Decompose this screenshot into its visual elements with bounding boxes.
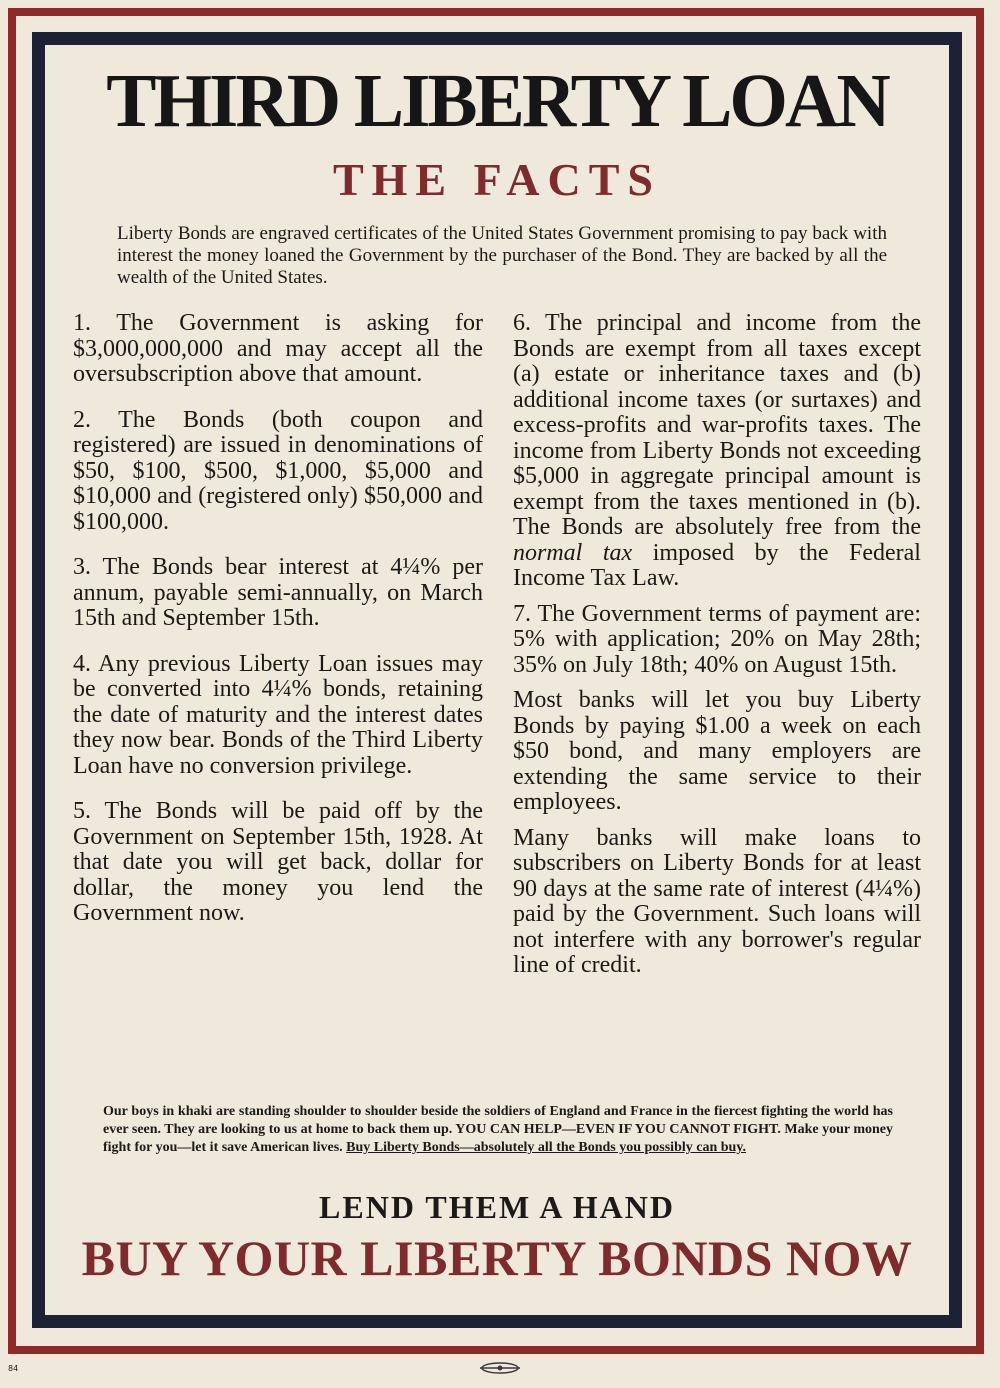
right-column bbox=[513, 311, 921, 989]
footer-paragraph bbox=[103, 1103, 893, 1157]
fact-2: 2. The Bonds (both coupon and registered) are issued in denominations of $50, $100, $500, $1,000, $5,000 and $10,000 and (registered only) $50,000 and $100,000. bbox=[73, 406, 483, 535]
banks-loans-paragraph: Many banks will make loans to subscribers on Liberty Bonds for at least 90 days at the same rate of interest (4¼%) paid by the Government. Such loans will not interfere with any borrower's regular line of credit. bbox=[513, 824, 921, 978]
buy-bonds-now-line: BUY YOUR LIBERTY BONDS NOW bbox=[81, 1230, 913, 1286]
fact-6-italic: normal tax bbox=[513, 539, 633, 566]
footer-text-1: Our boys in khaki are standing shoulder to shoulder beside the soldiers of England and France in the fiercest fighting the world has ever seen. They are looking to us at home to back them up. bbox=[103, 1104, 893, 1137]
fact-6-text-b: imposed by the Federal Income Tax Law. bbox=[513, 539, 921, 591]
fact-4: 4. Any previous Liberty Loan issues may be converted into 4¼% bonds, retaining the date of maturity and the interest dates they now bear. Bonds of the Third Liberty Loan have no conversion privilege. bbox=[73, 650, 483, 779]
poster-title: THIRD LIBERTY LOAN bbox=[106, 59, 888, 143]
printer-emblem-icon bbox=[478, 1360, 522, 1376]
corner-mark: 84 bbox=[8, 1364, 19, 1373]
fact-1: 1. The Government is asking for $3,000,000,000 and may accept all the oversubscription above that amount. bbox=[73, 310, 483, 387]
footer-caps: YOU CAN HELP—EVEN IF YOU CANNOT FIGHT. bbox=[455, 1122, 781, 1137]
fact-5: 5. The Bonds will be paid off by the Government on September 15th, 1928. At that date you will get back, dollar for dollar, the money you lend the Government now. bbox=[73, 798, 483, 926]
fact-6-text-a: 6. The principal and income from the Bonds are exempt from all taxes except (a) estate or inheritance taxes and (b) additional income taxes (or surtaxes) and excess-profits and war-profits taxes. The income from Liberty Bonds not exceeding $5,000 in aggregate principal amount is exempt from the taxes mentioned in (b). The Bonds are absolutely free from the bbox=[513, 310, 921, 540]
fact-7: 7. The Government terms of payment are: 5% with application; 20% on May 28th; 35% on July 18th; 40% on August 15th. bbox=[513, 600, 921, 678]
banks-weekly-paragraph: Most banks will let you buy Liberty Bonds by paying $1.00 a week on each $50 bond, and many employers are extending the same service to their employees. bbox=[513, 687, 921, 815]
left-column bbox=[73, 311, 483, 947]
poster-content bbox=[45, 45, 949, 1315]
fact-3: 3. The Bonds bear interest at 4¼% per annum, payable semi-annually, on March 15th and September 15th. bbox=[73, 554, 483, 631]
footer-text-2: Make your money fight for you—let it save American lives. bbox=[103, 1122, 893, 1155]
lend-them-a-hand-line: LEND THEM A HAND bbox=[319, 1189, 675, 1225]
footer-underlined: Buy Liberty Bonds—absolutely all the Bonds you possibly can buy. bbox=[346, 1140, 747, 1155]
poster-subtitle: THE FACTS bbox=[332, 154, 662, 205]
fact-6 bbox=[513, 311, 921, 592]
intro-paragraph: Liberty Bonds are engraved certificates of the United States Government promising to pay back with interest the money loaned the Government by the purchaser of the Bond. They are backed by all the wealth of the United States. bbox=[117, 223, 887, 288]
